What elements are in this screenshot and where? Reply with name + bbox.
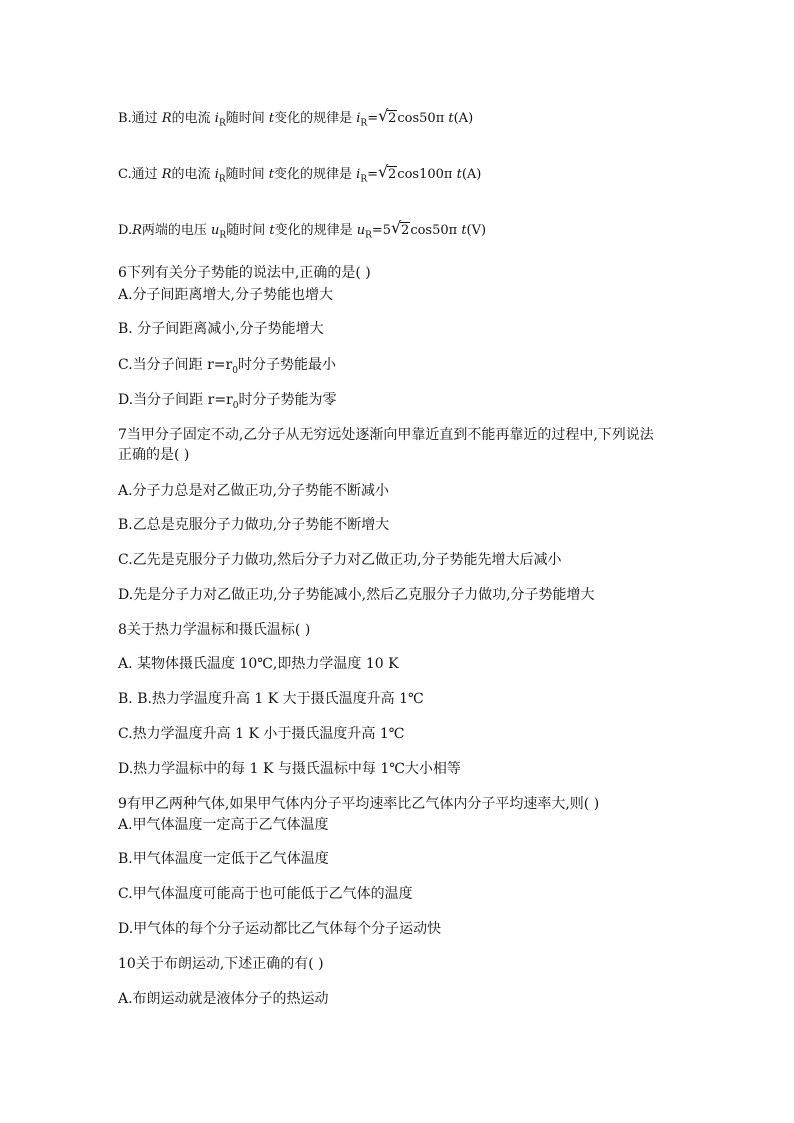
q7-option-d: D.先是分子力对乙做正功,分子势能减小,然后乙克服分子力做功,分子势能增大: [118, 587, 595, 603]
q10-stem: 10关于布朗运动,下述正确的有( ): [118, 956, 324, 972]
q7-stem-line1: 7当甲分子固定不动,乙分子从无穷远处逐渐向甲靠近直到不能再靠近的过程中,下列说法: [118, 427, 654, 443]
q6-stem: 6下列有关分子势能的说法中,正确的是( ): [118, 265, 371, 281]
q8-option-b: B. B.热力学温度升高 1 K 大于摄氏温度升高 1℃: [118, 691, 424, 707]
sqrt-symbol: √ 2: [378, 106, 397, 126]
q6-option-d: D.当分子间距 $r=r_0$时分子势能为零: [118, 392, 337, 411]
q6-option-c: C.当分子间距 $r=r_0$时分子势能最小: [118, 357, 336, 376]
q5-option-c: C.通过 R的电流 $i_R$随时间 t变化的规律是 $i_R=$ √ 2cos100π t(A): [118, 162, 482, 185]
q7-stem-line2: 正确的是( ): [118, 447, 190, 463]
q9-option-c: C.甲气体温度可能高于也可能低于乙气体的温度: [118, 886, 413, 902]
q10-option-a: A.布朗运动就是液体分子的热运动: [118, 991, 329, 1007]
q5-option-d: D.R两端的电压 $u_R$随时间 t变化的规律是 $u_R=5$ √ 2cos50π t(V): [118, 218, 487, 241]
q7-option-a: A.分子力总是对乙做正功,分子势能不断减小: [118, 483, 390, 499]
q6-option-a: A.分子间距离增大,分子势能也增大: [118, 287, 334, 303]
q9-option-a: A.甲气体温度一定高于乙气体温度: [118, 817, 329, 833]
sqrt-symbol: √ 2: [378, 162, 397, 182]
q9-stem: 9有甲乙两种气体,如果甲气体内分子平均速率比乙气体内分子平均速率大,则( ): [118, 796, 600, 812]
q5-option-b: B.通过 R的电流 $i_R$随时间 t变化的规律是 $i_R=$ √ 2cos50π t(A): [118, 106, 474, 129]
sqrt-symbol: √ 2: [391, 218, 410, 238]
q8-option-c: C.热力学温度升高 1 K 小于摄氏温度升高 1℃: [118, 726, 405, 742]
q6-option-b: B. 分子间距离减小,分子势能增大: [118, 321, 324, 337]
q8-stem: 8关于热力学温标和摄氏温标( ): [118, 622, 311, 638]
q9-option-b: B.甲气体温度一定低于乙气体温度: [118, 851, 329, 867]
q7-option-c: C.乙先是克服分子力做功,然后分子力对乙做正功,分子势能先增大后减小: [118, 552, 562, 568]
q8-option-d: D.热力学温标中的每 1 K 与摄氏温标中每 1℃大小相等: [118, 761, 461, 777]
q7-option-b: B.乙总是克服分子力做功,分子势能不断增大: [118, 517, 390, 533]
q8-option-a: A. 某物体摄氏温度 10℃,即热力学温度 10 K: [118, 656, 399, 672]
q9-option-d: D.甲气体的每个分子运动都比乙气体每个分子运动快: [118, 921, 442, 937]
